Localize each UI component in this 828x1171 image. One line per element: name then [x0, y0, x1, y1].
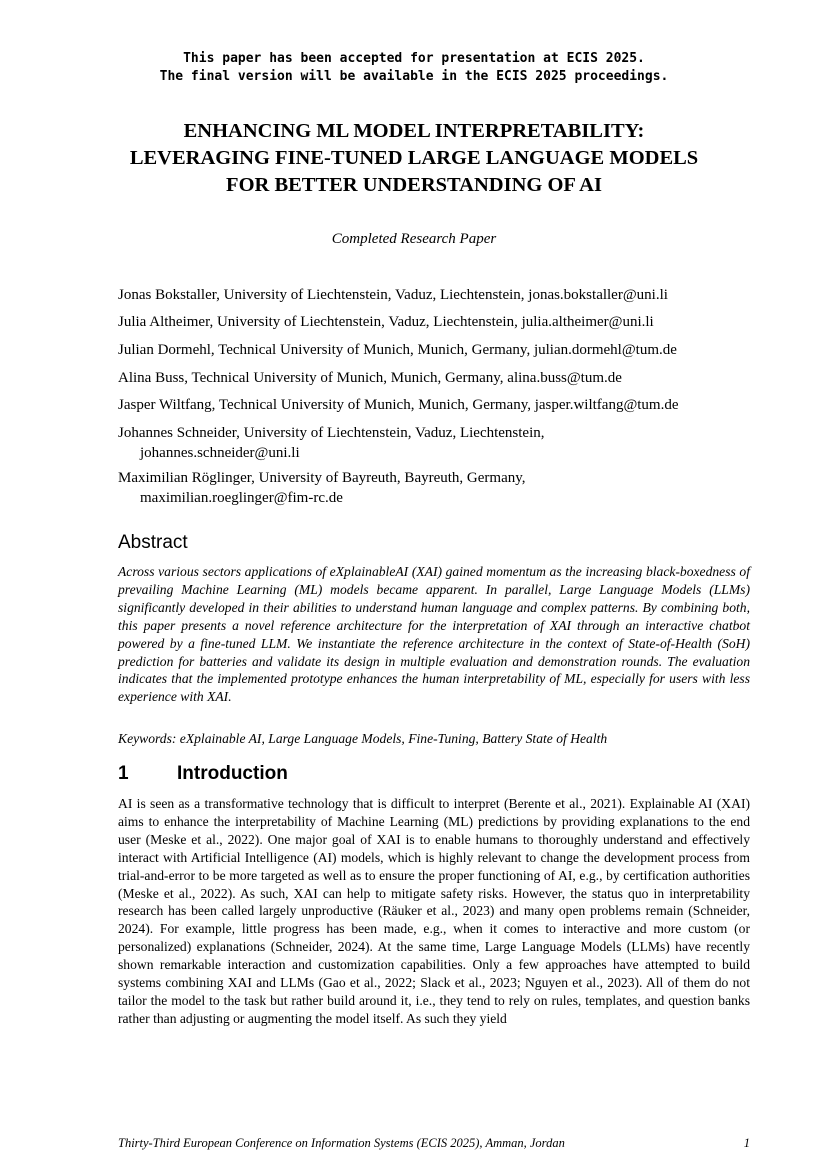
paper-title	[100, 118, 728, 199]
author-entry	[118, 368, 622, 388]
author-entry	[118, 312, 654, 332]
author-line: Alina Buss, Technical University of Munich, Munich, Germany, alina.buss@tum.de	[118, 370, 622, 386]
author-line-continued: johannes.schneider@uni.li	[140, 445, 300, 461]
section-heading	[118, 763, 288, 785]
author-line: Jasper Wiltfang, Technical University of Munich, Munich, Germany, jasper.wiltfang@tum.de	[118, 397, 679, 413]
paper-type: Completed Research Paper	[331, 231, 497, 247]
notice-line-2: The final version will be available in the ECIS 2025 proceedings.	[159, 69, 669, 84]
abstract-text: Across various sectors applications of eXplainableAI (XAI) gained momentum as the increasing black-boxedness of prevailing Machine Learning (ML) models became apparent. In parallel, Large Language Models (LLMs) significantly developed in their abilities to understand human language and complex patterns. By combining both, this paper presents a novel reference architecture for the interpretation of XAI through an interactive chatbot powered by a fine-tuned LLM. We instantiate the reference architecture in the context of State-of-Health (SoH) prediction for batteries and validate its design in multiple evaluation and demonstration rounds. The evaluation indicates that the implemented prototype enhances the human interpretability of ML, especially for users with less experience with XAI.	[118, 564, 750, 705]
introduction-text: AI is seen as a transformative technology that is difficult to interpret (Berente et al., 2021). Explainable AI (XAI) aims to enhance the interpretability of Machine Learning (ML) predictions by providing explanations to the end user (Meske et al., 2022). One major goal of XAI is to enable humans to thoroughly understand and effectively interact with Artificial Intelligence (AI) models, which is highly relevant to change the development process from trial-and-error to be more targeted as well as to ensure the proper functioning of AI, e.g., by certification authorities (Meske et al., 2022). As such, XAI can help to mitigate safety risks. However, the status quo in interpretability research has been called largely unproductive (Räuker et al., 2023) and many open problems remain (Schneider, 2024). For example, little progress has been made, e.g., when it comes to interactive and more custom (or personalized) explanations (Schneider, 2024). At the same time, Large Language Models (LLMs) have recently shown remarkable interaction and customization capabilities. Only a few approaches have attempted to build systems combining XAI and LLMs (Gao et al., 2022; Slack et al., 2023; Nguyen et al., 2023). All of them do not tailor the model to the task but rather build around it, i.e., they tend to rely on rules, templates, and question banks rather than adjusting or augmenting the model itself. As such they yield	[118, 796, 750, 1026]
notice-line-1: This paper has been accepted for presentation at ECIS 2025.	[183, 51, 645, 66]
author-line: Julia Altheimer, University of Liechtenstein, Vaduz, Liechtenstein, julia.altheimer@uni.li	[118, 314, 654, 330]
author-entry	[118, 468, 526, 508]
author-entry	[118, 285, 668, 305]
author-line: Jonas Bokstaller, University of Liechtenstein, Vaduz, Liechtenstein, jonas.bokstaller@uni.li	[118, 287, 668, 303]
section-number: 1	[118, 763, 129, 784]
author-line-continued: maximilian.roeglinger@fim-rc.de	[140, 490, 343, 506]
author-line: Johannes Schneider, University of Liechtenstein, Vaduz, Liechtenstein,	[118, 425, 545, 441]
title-line-1: ENHANCING ML MODEL INTERPRETABILITY:	[183, 120, 645, 142]
author-entry	[118, 340, 677, 360]
page-number: 1	[743, 1136, 750, 1150]
author-line: Maximilian Röglinger, University of Bayreuth, Bayreuth, Germany,	[118, 470, 526, 486]
footer-conference: Thirty-Third European Conference on Information Systems (ECIS 2025), Amman, Jordan	[118, 1136, 565, 1150]
title-line-2: LEVERAGING FINE-TUNED LARGE LANGUAGE MODELS	[129, 147, 699, 169]
section-title: Introduction	[177, 763, 288, 784]
abstract-heading: Abstract	[118, 532, 188, 553]
author-entry	[118, 423, 545, 463]
author-entry	[118, 395, 679, 415]
author-line: Julian Dormehl, Technical University of Munich, Munich, Germany, julian.dormehl@tum.de	[118, 342, 677, 358]
title-line-3: FOR BETTER UNDERSTANDING OF AI	[226, 174, 602, 196]
keywords: Keywords: eXplainable AI, Large Language Models, Fine-Tuning, Battery State of Health	[118, 731, 608, 746]
acceptance-notice	[0, 50, 828, 86]
